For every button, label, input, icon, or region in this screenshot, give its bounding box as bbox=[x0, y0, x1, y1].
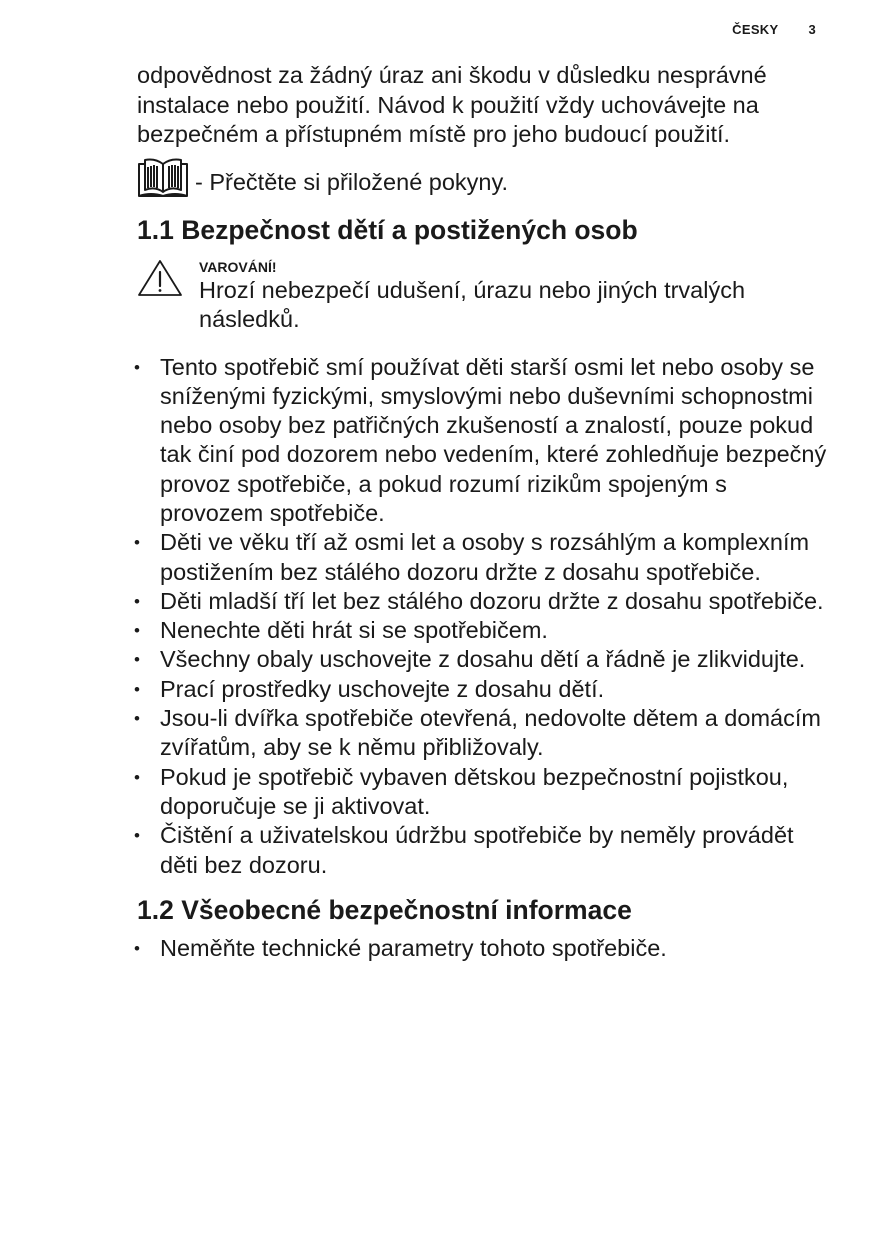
list-item: • Neměňte technické parametry tohoto spotřebiče. bbox=[133, 934, 827, 963]
page-content bbox=[137, 61, 827, 963]
intro-paragraph: odpovědnost za žádný úraz ani škodu v důsledku nesprávné instalace nebo použití. Návod k použití vždy uchovávejte na bezpečném a přístupném místě pro jeho budoucí použití. bbox=[137, 62, 767, 147]
page-number: 3 bbox=[808, 22, 816, 37]
warning-text: Hrozí nebezpečí udušení, úrazu nebo jiných trvalých následků. bbox=[199, 276, 746, 332]
section-1-title: 1.1 Bezpečnost dětí a postižených osob bbox=[137, 214, 638, 245]
section-2-title: 1.2 Všeobecné bezpečnostní informace bbox=[137, 894, 632, 925]
book-icon bbox=[137, 158, 189, 198]
list-item: • Děti ve věku tří až osmi let a osoby s rozsáhlým a komplexním postižením bez stálého dozoru držte z dosahu spotřebiče. bbox=[133, 528, 827, 587]
warning-block bbox=[137, 252, 827, 335]
section-2-bullets bbox=[133, 934, 827, 963]
warning-triangle-icon bbox=[137, 258, 183, 298]
section-1-bullets bbox=[133, 353, 827, 880]
list-item: • Nenechte děti hrát si se spotřebičem. bbox=[133, 616, 827, 645]
page-header bbox=[732, 22, 816, 37]
read-instructions-text: - Přečtěte si přiložené pokyny. bbox=[195, 169, 509, 195]
header-language: ČESKY bbox=[732, 22, 779, 37]
list-item: • Jsou-li dvířka spotřebiče otevřená, nedovolte dětem a domácím zvířatům, aby se k němu přibližovaly. bbox=[133, 704, 827, 763]
list-item: • Čištění a uživatelskou údržbu spotřebiče by neměly provádět děti bez dozoru. bbox=[133, 821, 827, 880]
list-item: • Děti mladší tří let bez stálého dozoru držte z dosahu spotřebiče. bbox=[133, 587, 827, 616]
warning-label: VAROVÁNÍ! bbox=[199, 258, 277, 275]
list-item: • Pokud je spotřebič vybaven dětskou bezpečnostní pojistkou, doporučuje se ji aktivovat. bbox=[133, 763, 827, 822]
list-item: • Tento spotřebič smí používat děti starší osmi let nebo osoby se sníženými fyzickými, smyslovými nebo duševními schopnostmi nebo osoby bez patřičných zkušeností a znalostí, pouze pokud tak činí pod dozorem nebo vedením, které zohledňuje bezpečný provoz spotřebiče, a pokud rozumí rizikům spojeným s provozem spotřebiče. bbox=[133, 353, 827, 529]
list-item: • Prací prostředky uschovejte z dosahu dětí. bbox=[133, 675, 827, 704]
list-item: • Všechny obaly uschovejte z dosahu dětí a řádně je zlikvidujte. bbox=[133, 645, 827, 674]
read-instructions-row bbox=[137, 154, 827, 198]
